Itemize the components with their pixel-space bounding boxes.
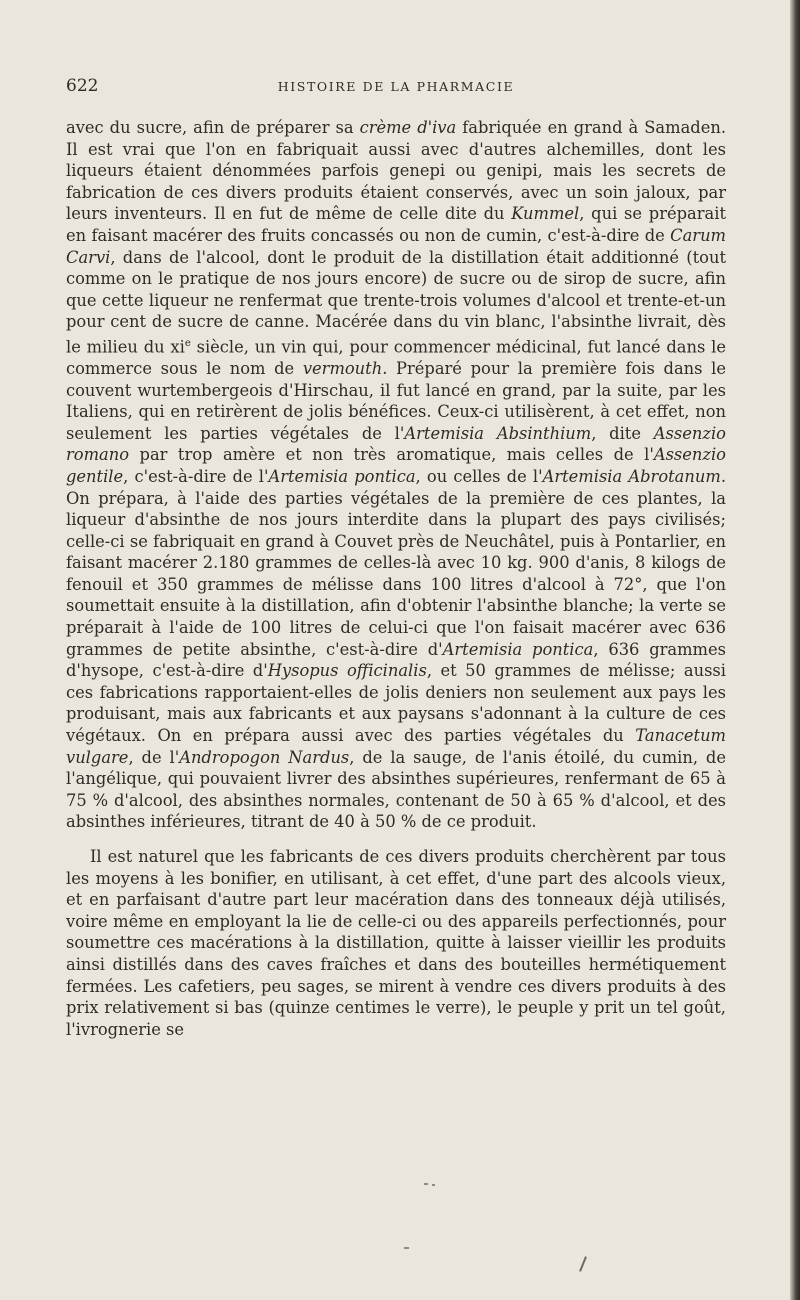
italic-term: Kummel (511, 204, 580, 224)
text-run: par trop amère et non très aromatique, mais celles de l' (129, 445, 654, 465)
paragraph-2: Il est naturel que les fabricants de ces divers produits cherchèrent par tous les moyens à les bonifier, en utilisant, à cet effet, d'une part des alcools vieux, et en parfaisant d'autre part leur macération dans des tonneaux déjà utilisés, voire même en employant la lie de celle-ci ou des appareils perfectionnés, pour soumettre ces macérations à la distillation, quitte à laisser vieillir les produits ainsi distillés dans des caves fraîches et dans des bouteilles hermétiquement fermées. Les cafetiers, peu sages, se mirent à vendre ces divers produits à des prix relativement si bas (quinze centimes le verre), le peuple y prit un tel goût, l'ivrognerie se (66, 847, 726, 1039)
text-run: , 636 grammes d'hysope, c'est-à-dire d' (66, 639, 726, 681)
text-run: , et 50 grammes de mélisse; aussi ces fabrications rapportaient-elles de jolis deniers non seulement aux pays les produisant, mais aux fabricants et aux paysans s'adonnant à la culture de ces végétaux. On en prépara aussi avec des parties végétales du (66, 661, 726, 746)
superscript: e (184, 337, 191, 349)
text-run: , de la sauge, de l'anis étoilé, du cumin, de l'angélique, qui pouvaient livrer des absinthes supérieures, renfermant de 65 à 75 % d'alcool, des absinthes normales, contenant de 50 à 65 % d'alcool, et des absinthes inférieures, titrant de 40 à 50 % de ce produit. (66, 747, 726, 832)
italic-term: Assenzio romano (66, 423, 726, 465)
italic-term: Artemisia Abrotanum (542, 466, 721, 486)
paper-speck (432, 1184, 435, 1186)
text-run: , ou celles de l' (415, 466, 543, 486)
body-text (66, 117, 726, 1040)
text-run: , dite (591, 423, 654, 443)
page-number: 622 (66, 76, 99, 96)
page-header (66, 76, 726, 98)
page-edge-shadow (790, 0, 800, 1300)
text-run: siècle, un vin qui, pour commencer médicinal, fut lancé dans le commerce sous le nom de (66, 337, 726, 378)
italic-term: Artemisia Absinthium (404, 423, 592, 443)
text-run: , dans de l'alcool, dont le produit de la distillation était additionné (tout comme on le pratique de nos jours encore) de sucre ou de sirop de sucre, afin que cette liqueur ne renfermat que trente-trois volumes d'alcool et trente-et-un pour cent de sucre de canne. Macérée dans du vin blanc, l'absinthe livrait, dès le milieu du xi (66, 247, 726, 357)
text-run: fabriquée en grand à Samaden. Il est vrai que l'on en fabriquait aussi avec d'autres alchemilles, dont les liqueurs étaient dénommées parfois genepi ou genipi, mais les secrets de fabrication de ces divers produits étaient conservés, avec un soin jaloux, par leurs inventeurs. Il en fut de même de celle dite du (66, 118, 726, 224)
text-run: . Préparé pour la première fois dans le couvent wurtembergeois d'Hirschau, il fut lancé en grand, par la suite, par les Italiens, qui en retirèrent de jolis bénéfices. Ceux-ci utilisèrent, à cet effet, non seulement les parties végétales de l' (66, 358, 726, 443)
paragraph-1 (66, 117, 726, 833)
italic-term: crème d'iva (359, 118, 457, 137)
text-run: , de l' (128, 747, 180, 767)
text-run: , c'est-à-dire de l' (123, 466, 269, 486)
paper-speck (424, 1183, 428, 1185)
paper-speck (404, 1247, 409, 1249)
italic-term: Tanacetum vulgare (66, 726, 726, 767)
italic-term: Assenzio gentile (66, 445, 726, 486)
running-title: HISTOIRE DE LA PHARMACIE (277, 79, 515, 94)
text-run: , qui se préparait en faisant macérer des fruits concassés ou non de cumin, c'est-à-dire de (66, 204, 726, 245)
text-run: . On prépara, à l'aide des parties végétales de la première de ces plantes, la liqueur d'absinthe de nos jours interdite dans la plupart des pays civilisés; celle-ci se fabriquait en grand à Couvet près de Neuchâtel, puis à Pontarlier, en faisant macérer 2.180 grammes de celles-là avec 10 kg. 900 d'anis, 8 kilogs de fenouil et 350 grammes de mélisse dans 100 litres d'alcool à 72°, que l'on soumettait ensuite à la distillation, afin d'obtenir l'absinthe blanche; la verte se préparait à l'aide de 100 litres de celui-ci que l'on faisait macérer avec 636 grammes de petite absinthe, c'est-à-dire d' (66, 466, 726, 659)
italic-term: Artemisia pontica (442, 639, 594, 659)
italic-term: Hysopus officinalis (267, 661, 427, 681)
italic-term: Artemisia pontica (268, 466, 416, 486)
italic-term: Carum Carvi (66, 225, 726, 267)
italic-term: vermouth (302, 358, 383, 378)
text-run: avec du sucre, afin de préparer sa (66, 118, 360, 137)
italic-term: Andropogon Nardus (179, 747, 350, 767)
pencil-mark (579, 1256, 587, 1272)
